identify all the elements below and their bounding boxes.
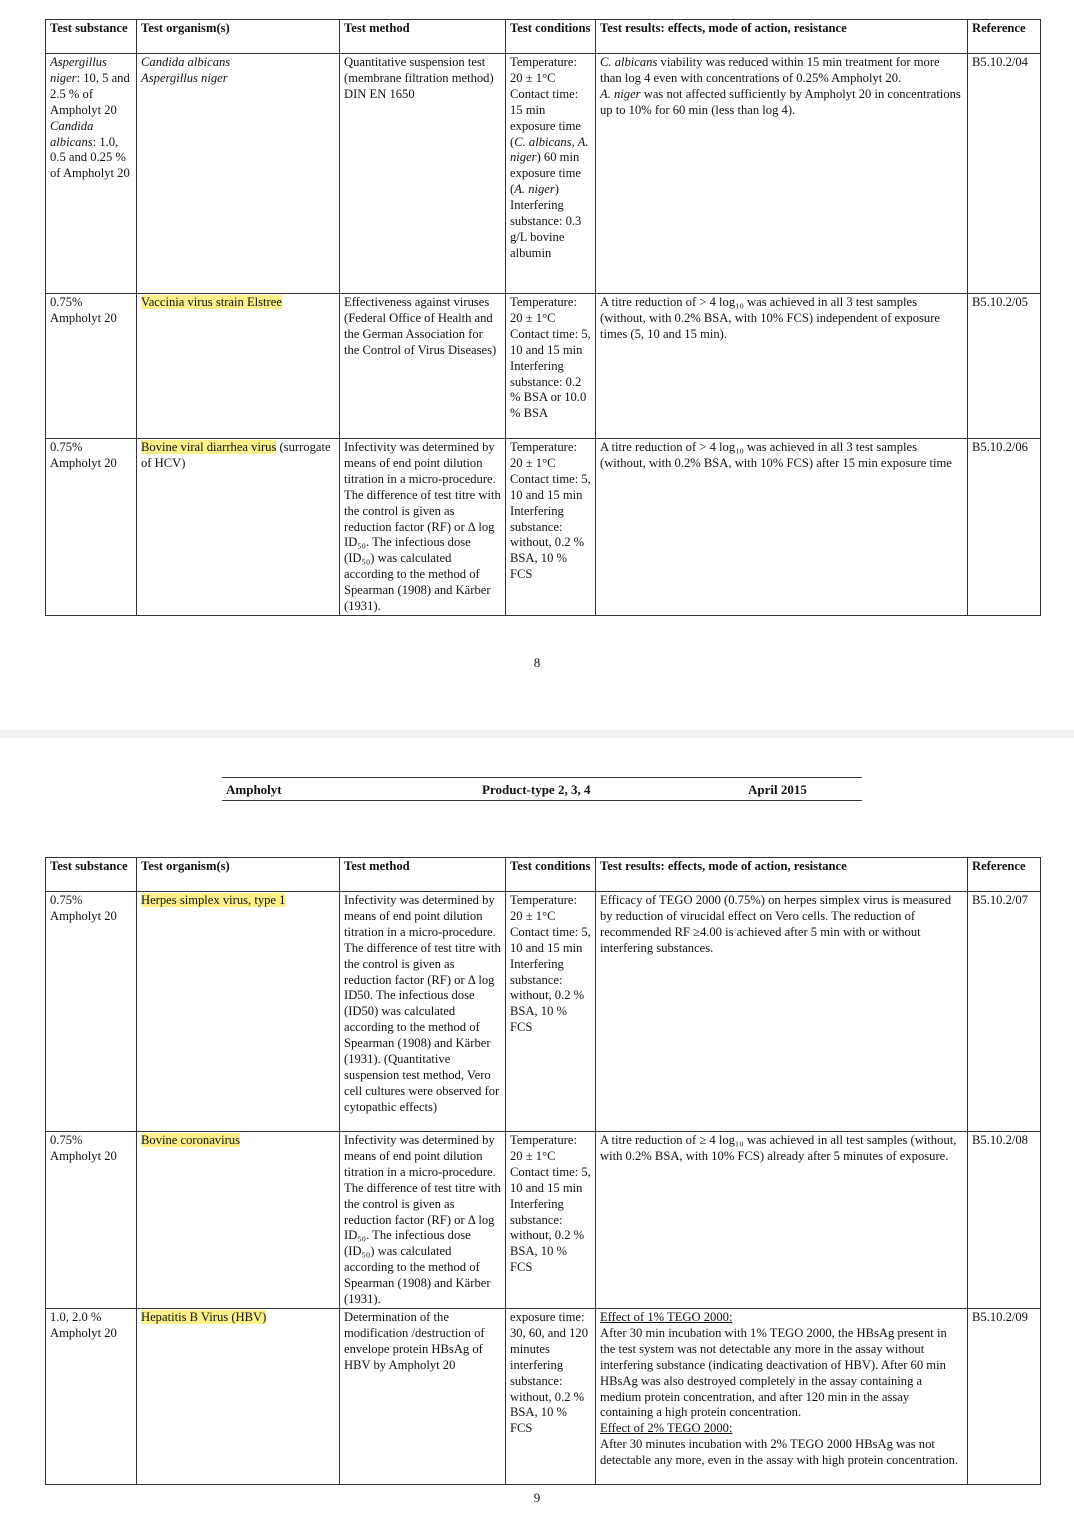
- text-segment: B5.10.2/07: [972, 893, 1028, 907]
- table-row: [46, 892, 1041, 1132]
- cell-substance: [46, 439, 137, 616]
- text-segment: Effectiveness against viruses (Federal Office of Health and the German Association for the Control of Virus Diseases): [344, 295, 497, 357]
- text-segment: Effect of 2% TEGO 2000:: [600, 1421, 733, 1436]
- text-segment: Hepatitis B Virus (HBV): [141, 1309, 267, 1324]
- cell-conditions: [506, 439, 596, 616]
- text-segment: B5.10.2/05: [972, 295, 1028, 309]
- page-number: 8: [533, 655, 541, 670]
- page-9: [0, 738, 1074, 1524]
- cell-substance: [46, 892, 137, 1132]
- cell-method: [340, 439, 506, 616]
- text-segment: Infectivity was determined by means of end point dilution titration in a micro-procedure. The difference of test titre with the control is given as reduction factor (RF) or Δ log ID50. The infectious dose (ID50) was calculated according to the method of Spearman (1908) and Kärber (1931). (Quantitative suspension test method, Vero cell cultures were observed for cytopathic effects): [344, 893, 501, 1114]
- cell-organism: [137, 1132, 340, 1309]
- text-segment: Effect of 1% TEGO 2000:: [600, 1309, 733, 1324]
- text-segment: A titre reduction of > 4 log₁₀ was achieved in all 3 test samples (without, with 0.2% BSA, with 10% FCS) after 15 min exposure time: [600, 440, 952, 470]
- header-test-substance: Test substance: [46, 858, 137, 892]
- cell-substance: [46, 1308, 137, 1484]
- header-reference: Reference: [968, 20, 1041, 54]
- header-test-substance: Test substance: [46, 20, 137, 54]
- text-segment: A titre reduction of > 4 log₁₀ was achieved in all 3 test samples (without, with 0.2% BSA, with 10% FCS) independent of exposure times (5, 10 and 15 min).: [600, 295, 941, 341]
- text-segment: Aspergillus niger: [141, 70, 228, 85]
- cell-method: [340, 1132, 506, 1309]
- text-segment: Determination of the modification /destruction of envelope protein HBsAg of HBV by Ampholyt 20: [344, 1309, 485, 1372]
- text-segment: Candida albicans: [50, 118, 94, 149]
- text-segment: Bovine coronavirus: [141, 1133, 240, 1147]
- text-segment: exposure time: 30, 60, and 120 minutes interfering substance: without, 0.2 % BSA, 10 % FCS: [510, 1309, 589, 1436]
- header-date: April 2015: [748, 782, 807, 797]
- cell-organism: [137, 439, 340, 616]
- cell-organism: [137, 1308, 340, 1484]
- text-segment: Temperature: 20 ± 1°C Contact time: 5, 10 and 15 min Interfering substance: 0.2 % BSA or 10.0 % BSA: [510, 295, 591, 421]
- cell-organism: [137, 54, 340, 294]
- cell-results: [596, 294, 968, 439]
- text-segment: C. albicans, A. niger: [510, 134, 589, 165]
- cell-conditions: [506, 1132, 596, 1309]
- text-segment: Quantitative suspension test (membrane filtration method): [344, 55, 494, 85]
- header-test-results: Test results: effects, mode of action, resistance: [596, 20, 968, 54]
- text-segment: A titre reduction of ≥ 4 log₁₀ was achieved in all test samples (without, with 0.2% BSA, with 10% FCS) already after 5 minutes of exposure.: [600, 1133, 957, 1163]
- text-segment: Herpes simplex virus, type 1: [141, 893, 286, 907]
- text-segment: 0.75% Ampholyt 20: [50, 893, 117, 923]
- table-row: [46, 1308, 1041, 1484]
- cell-method: [340, 294, 506, 439]
- text-segment: DIN EN 1650: [344, 86, 415, 101]
- cell-reference: [968, 294, 1041, 439]
- cell-organism: [137, 294, 340, 439]
- header-test-organisms: Test organism(s): [137, 20, 340, 54]
- cell-results: [596, 892, 968, 1132]
- table-row: [46, 54, 1041, 294]
- cell-reference: [968, 892, 1041, 1132]
- cell-conditions: [506, 294, 596, 439]
- text-segment: Candida albicans: [141, 55, 231, 69]
- text-segment: After 30 minutes incubation with 2% TEGO 2000 HBsAg was not detectable any more, even in the assay with high protein concentration.: [600, 1437, 959, 1468]
- text-segment: Infectivity was determined by means of end point dilution titration in a micro-procedure. The difference of test titre with the control is given as reduction factor (RF) or Δ log ID₅₀. The infectious dose (ID₅₀) was calculated according to the method of Spearman (1908) and Kärber (1931).: [344, 440, 501, 614]
- cell-results: [596, 439, 968, 616]
- header-test-method: Test method: [340, 20, 506, 54]
- text-segment: 1.0, 2.0 % Ampholyt 20: [50, 1309, 117, 1340]
- cell-substance: [46, 1132, 137, 1309]
- running-header: [222, 777, 862, 801]
- cell-method: [340, 54, 506, 294]
- header-product-type: Product-type 2, 3, 4: [482, 782, 591, 797]
- table-row: [46, 1132, 1041, 1309]
- cell-substance: [46, 54, 137, 294]
- text-segment: Aspergillus niger: [50, 55, 107, 85]
- text-segment: viability was reduced within 15 min treatment for more than log 4 even with concentrations of 0.25% Ampholyt 20.: [600, 55, 940, 85]
- text-segment: Vaccinia virus strain Elstree: [141, 295, 282, 309]
- cell-results: [596, 1308, 968, 1484]
- cell-reference: [968, 1308, 1041, 1484]
- cell-conditions: [506, 1308, 596, 1484]
- text-segment: Bovine viral diarrhea virus: [141, 440, 277, 454]
- text-segment: B5.10.2/04: [972, 55, 1028, 69]
- header-test-results: Test results: effects, mode of action, resistance: [596, 858, 968, 892]
- text-segment: Efficacy of TEGO 2000 (0.75%) on herpes simplex virus is measured by reduction of virucidal effect on Vero cells. The reduction of recommended RF ≥4.00 is achieved after 5 min with or without interfering substances.: [600, 893, 952, 955]
- efficacy-table-page-9: [45, 857, 1041, 1485]
- header-test-conditions: Test conditions: [506, 20, 596, 54]
- text-segment: : 1.0, 0.5 and 0.25 % of Ampholyt 20: [50, 134, 130, 181]
- page-number: 9: [533, 1490, 541, 1505]
- cell-method: [340, 1308, 506, 1484]
- text-segment: was not affected sufficiently by Ampholyt 20 in concentrations up to 10% for 60 min (less than log 4).: [600, 86, 961, 117]
- text-segment: ) Interfering substance: 0.3 g/L bovine albumin: [510, 182, 582, 260]
- table-header-row: [46, 20, 1041, 54]
- table-header-row: [46, 858, 1041, 892]
- text-segment: 0.75% Ampholyt 20: [50, 440, 117, 470]
- text-segment: Infectivity was determined by means of end point dilution titration in a micro-procedure. The difference of test titre with the control is given as reduction factor (RF) or Δ log ID₅₀. The infectious dose (ID₅₀) was calculated according to the method of Spearman (1908) and Kärber (1931).: [344, 1133, 501, 1307]
- text-segment: B5.10.2/08: [972, 1133, 1028, 1147]
- cell-conditions: [506, 892, 596, 1132]
- text-segment: ) 60 min exposure time (: [510, 150, 581, 197]
- text-segment: : 10, 5 and 2.5 % of Ampholyt 20: [50, 70, 130, 117]
- cell-results: [596, 1132, 968, 1309]
- header-reference: Reference: [968, 858, 1041, 892]
- header-test-method: Test method: [340, 858, 506, 892]
- text-segment: Temperature: 20 ± 1°C Contact time: 5, 10 and 15 min Interfering substance: without, 0.2 % BSA, 10 % FCS: [510, 1133, 591, 1275]
- cell-substance: [46, 294, 137, 439]
- cell-conditions: [506, 54, 596, 294]
- text-segment: (surrogate of HCV): [141, 440, 331, 470]
- table-row: [46, 294, 1041, 439]
- efficacy-table-page-8: [45, 19, 1041, 616]
- text-segment: B5.10.2/06: [972, 440, 1028, 454]
- header-product-name: Ampholyt: [226, 782, 282, 797]
- header-test-conditions: Test conditions: [506, 858, 596, 892]
- text-segment: After 30 min incubation with 1% TEGO 2000, the HBsAg present in the test system was not detectable any more in the assay without interfering substance (indicating deactivation of HBV). After 60 min HBsAg was also destroyed completely in the assay containing a medium protein concentration, and after 120 min in the assay containing a high protein concentration.: [600, 1325, 947, 1420]
- cell-reference: [968, 439, 1041, 616]
- text-segment: A. niger: [600, 86, 641, 101]
- header-test-organisms: Test organism(s): [137, 858, 340, 892]
- text-segment: 0.75% Ampholyt 20: [50, 1133, 117, 1163]
- text-segment: 0.75% Ampholyt 20: [50, 295, 117, 325]
- cell-results: [596, 54, 968, 294]
- cell-reference: [968, 1132, 1041, 1309]
- page-8: [0, 0, 1074, 730]
- text-segment: A. niger: [514, 182, 555, 197]
- cell-reference: [968, 54, 1041, 294]
- text-segment: Temperature: 20 ± 1°C Contact time: 15 min exposure time (: [510, 55, 581, 149]
- cell-method: [340, 892, 506, 1132]
- text-segment: Temperature: 20 ± 1°C Contact time: 5, 10 and 15 min Interfering substance: without, 0.2 % BSA, 10 % FCS: [510, 893, 591, 1035]
- text-segment: Temperature: 20 ± 1°C Contact time: 5, 10 and 15 min Interfering substance: without, 0.2 % BSA, 10 % FCS: [510, 440, 591, 582]
- table-row: [46, 439, 1041, 616]
- cell-organism: [137, 892, 340, 1132]
- text-segment: C. albicans: [600, 55, 658, 69]
- text-segment: B5.10.2/09: [972, 1309, 1028, 1324]
